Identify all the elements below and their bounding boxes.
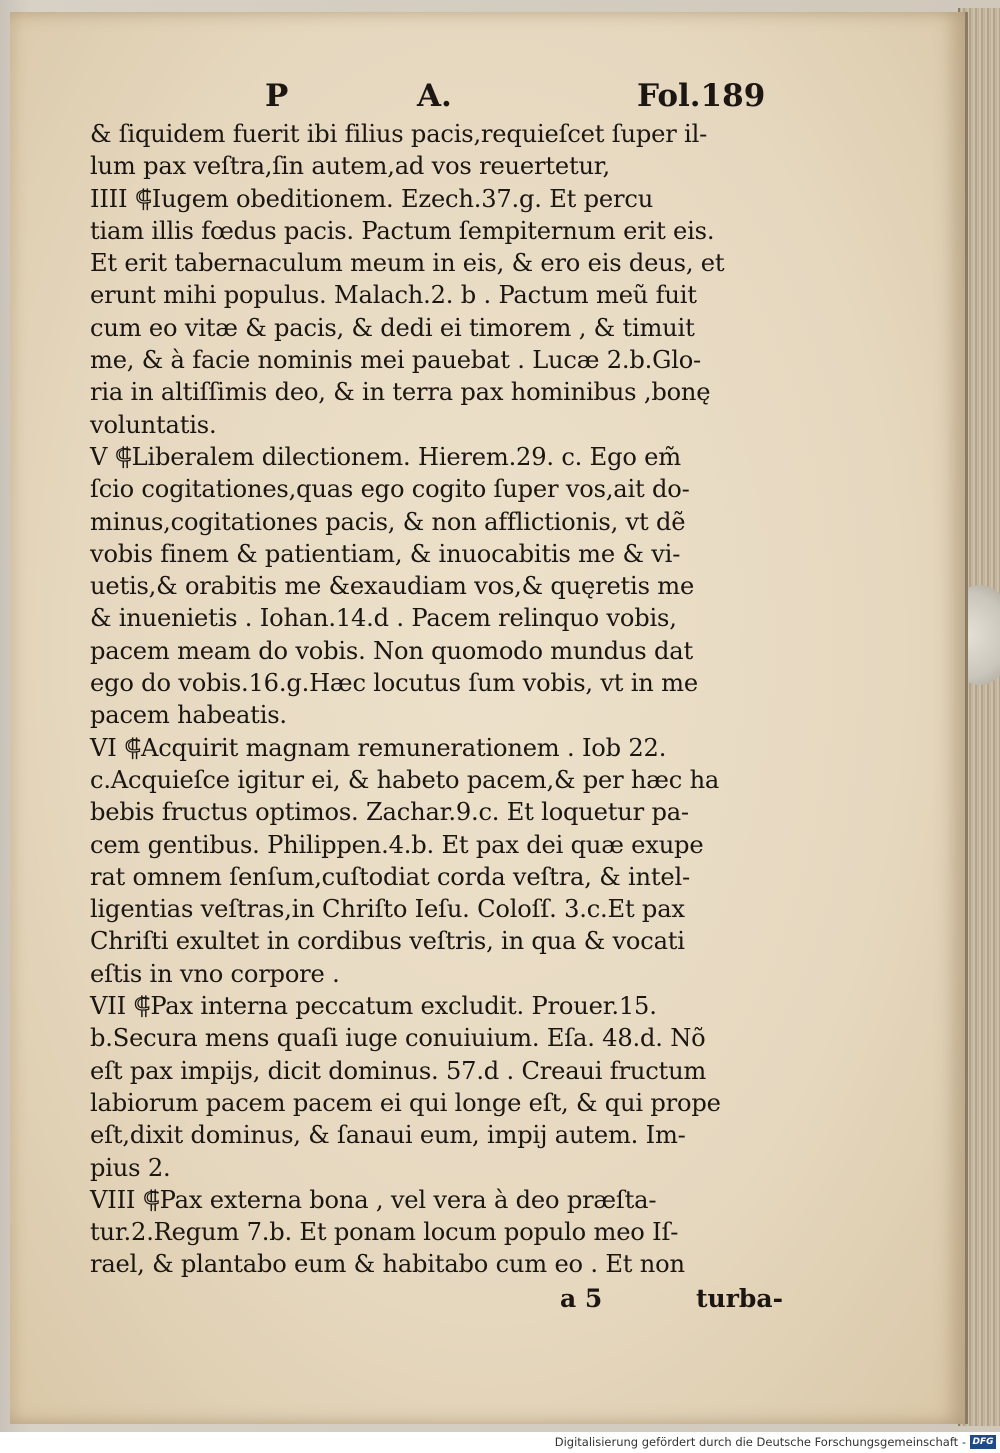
text-line: eſtis in vno corpore . (90, 958, 340, 988)
page-header (265, 78, 766, 118)
dfg-logo: DFG (970, 1435, 996, 1449)
text-line: lum pax veſtra,ſin autem,ad vos reuertetur, (90, 151, 610, 181)
text-line: pacem habeatis. (90, 700, 287, 730)
text-line: rael, & plantabo eum & habitabo cum eo . Et non (90, 1249, 685, 1279)
page-footer (560, 1284, 790, 1320)
text-line: IIII ⸿Iugem obeditionem. Ezech.37.g. Et percu (90, 183, 654, 213)
text-line: pius 2. (90, 1152, 171, 1182)
text-line: VII ⸿Pax interna peccatum excludit. Prouer.15. (90, 991, 657, 1021)
text-line: VI ⸿Acquirit magnam remunerationem . Iob 22. (90, 732, 667, 762)
text-line: ria in altiſſimis deo, & in terra pax hominibus ,bonę (90, 377, 711, 407)
signature-mark: a 5 (560, 1284, 603, 1313)
text-line: VIII ⸿Pax externa bona , vel vera à deo præſta- (90, 1184, 657, 1214)
text-line: erunt mihi populus. Malach.2. b . Pactum meũ fuit (90, 280, 697, 310)
text-line: me, & à facie nominis mei pauebat . Lucæ 2.b.Glo- (90, 345, 702, 375)
folio-number: Fol.189 (637, 78, 766, 114)
text-line: & inuenietis . Iohan.14.d . Pacem relinquo vobis, (90, 603, 677, 633)
text-line: eſt pax impijs, dicit dominus. 57.d . Creaui fructum (90, 1055, 707, 1085)
text-line: V ⸿Liberalem dilectionem. Hierem.29. c. Ego em̃ (90, 441, 681, 471)
text-line: bebis fructus optimos. Zachar.9.c. Et loquetur pa- (90, 797, 689, 827)
credit-bar (0, 1432, 1000, 1453)
text-line: voluntatis. (90, 409, 217, 439)
text-line: vobis finem & patientiam, & inuocabitis me & vi- (90, 538, 681, 568)
text-line: uetis,& orabitis me &exaudiam vos,& quęretis me (90, 571, 695, 601)
text-line: minus,cogitationes pacis, & non afflictionis, vt dẽ (90, 506, 686, 536)
text-line: eſt,dixit dominus, & ſanaui eum, impij autem. Im- (90, 1120, 686, 1150)
text-line: cem gentibus. Philippen.4.b. Et pax dei quæ exupe (90, 829, 704, 859)
credit-text: Digitalisierung gefördert durch die Deutsche Forschungsgemeinschaft - (554, 1435, 966, 1449)
header-letter-center: A. (417, 78, 452, 114)
text-line: tur.2.Regum 7.b. Et ponam locum populo meo Iſ- (90, 1217, 679, 1247)
text-line: & ſiquidem fuerit ibi filius pacis,requieſcet ſuper il- (90, 119, 708, 148)
text-line: cum eo vitæ & pacis, & dedi ei timorem , & timuit (90, 312, 695, 342)
text-line: rat omnem ſenſum,cuſtodiat corda veſtra, & intel- (90, 861, 690, 891)
text-line: tiam illis fœdus pacis. Pactum ſempiternum erit eis. (90, 215, 715, 245)
text-line: c.Acquieſce igitur ei, & habeto pacem,& per hæc ha (90, 764, 720, 794)
text-line: Chriſti exultet in cordibus veſtris, in qua & vocati (90, 926, 685, 956)
text-line: Et erit tabernaculum meum in eis, & ero eis deus, et (90, 248, 725, 278)
text-line: ego do vobis.16.g.Hæc locutus ſum vobis, vt in me (90, 668, 698, 698)
text-line: labiorum pacem pacem ei qui longe eſt, & qui prope (90, 1087, 721, 1117)
body-text (90, 118, 790, 1281)
catchword: turba- (696, 1284, 783, 1313)
header-letter-left: P (265, 78, 289, 114)
text-line: ligentias veſtras,in Chriſto Ieſu. Coloſſ. 3.c.Et pax (90, 894, 685, 924)
text-line: pacem meam do vobis. Non quomodo mundus dat (90, 635, 693, 665)
text-line: b.Secura mens quaſi iuge conuiuium. Eſa. 48.d. Nõ (90, 1023, 706, 1053)
text-line: ſcio cogitationes,quas ego cogito ſuper vos,ait do- (90, 474, 690, 504)
